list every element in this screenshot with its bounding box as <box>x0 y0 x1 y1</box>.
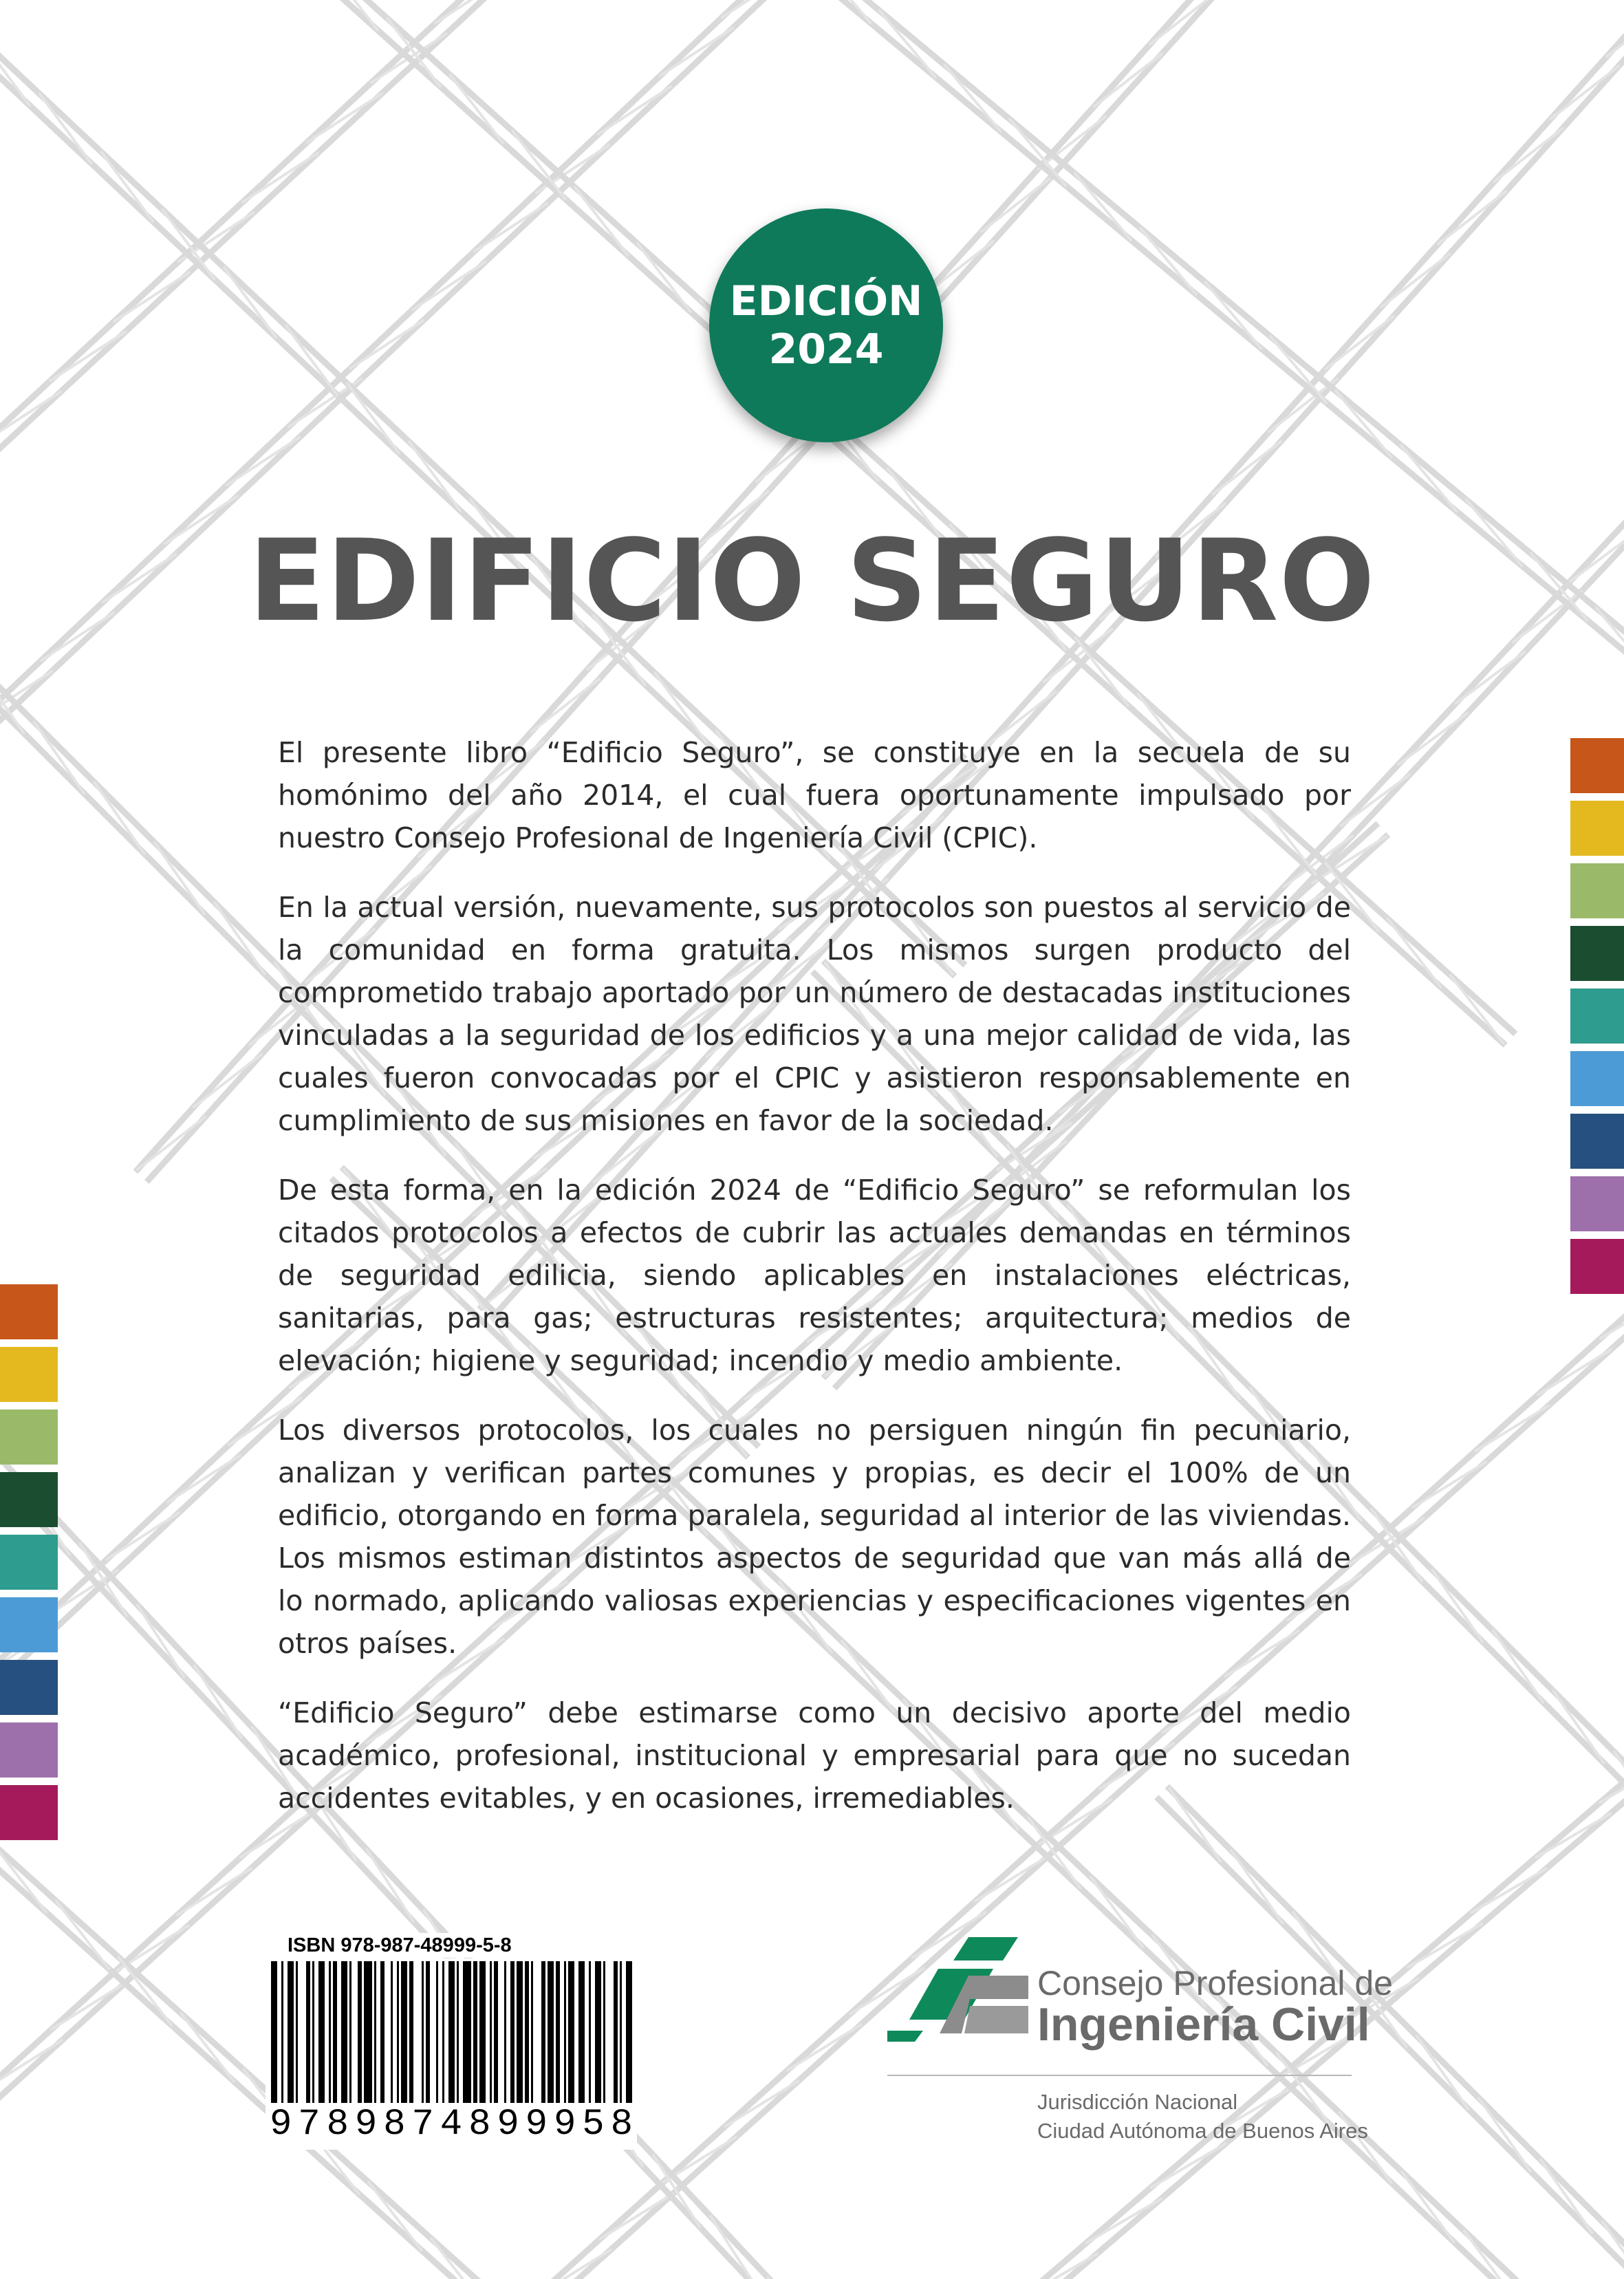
scaffold-brace <box>600 2194 673 2238</box>
barcode-bar <box>595 1961 601 2103</box>
scaffold-brace <box>307 94 382 142</box>
barcode-bar <box>473 1961 477 2103</box>
barcode-bar <box>620 1961 622 2103</box>
scaffold-brace <box>1536 1814 1610 1857</box>
barcode-digit: 5 <box>582 2104 605 2146</box>
scaffold-brace <box>1432 1570 1482 1641</box>
color-swatch-9 <box>0 1785 58 1840</box>
scaffold-brace <box>532 679 599 731</box>
scaffold-brace <box>227 438 299 485</box>
color-swatch-3 <box>0 1409 58 1465</box>
scaffold-brace <box>575 188 627 255</box>
scaffold-brace <box>56 1901 109 1969</box>
book-title: EDIFICIO SEGURO <box>248 515 1376 647</box>
scaffold-brace <box>40 94 91 163</box>
color-swatch-7 <box>1570 1114 1624 1169</box>
scaffold-brace <box>451 75 503 142</box>
cpic-logo <box>887 1937 1393 2157</box>
barcode-bar <box>306 1961 310 2103</box>
description-text <box>278 731 1351 1846</box>
barcode-digit: 4 <box>440 2104 463 2146</box>
scaffold-brace <box>1398 713 1466 764</box>
barcode-bar <box>448 1961 455 2121</box>
scaffold-brace <box>1231 1850 1282 1923</box>
barcode-digit: 8 <box>326 2104 349 2146</box>
scaffold-brace <box>367 1850 413 1921</box>
scaffold-brace <box>726 2081 799 2126</box>
scaffold-brace <box>224 268 275 336</box>
scaffold-brace <box>1417 2036 1468 2109</box>
color-swatch-2 <box>1570 801 1624 856</box>
scaffold-brace <box>598 87 671 134</box>
barcode-digit: 9 <box>354 2104 378 2146</box>
barcode-bar <box>318 1961 325 2103</box>
edition-badge-year: 2024 <box>768 325 884 374</box>
color-swatch-5 <box>0 1535 58 1590</box>
scaffold-brace <box>975 1856 1048 1901</box>
jurisdiction-line2: Ciudad Autónoma de Buenos Aires <box>1037 2119 1368 2143</box>
barcode-bar <box>329 1961 331 2103</box>
scaffold-brace <box>182 2013 234 2081</box>
barcode-digit: 8 <box>468 2104 491 2146</box>
color-swatch-6 <box>0 1597 58 1652</box>
scaffold-brace <box>168 1456 239 1502</box>
paragraph-1: El presente libro “Edificio Seguro”, se constituye en la secuela de su homónimo del año 2014, el cual fuera oportunamente impulsado por nuestro Consejo Profesional de Ingeniería Civil (CPIC). <box>278 736 1351 854</box>
barcode-digit: 9 <box>270 2104 292 2146</box>
color-swatch-1 <box>1570 738 1624 793</box>
scaffold-brace <box>1408 1924 1482 1967</box>
barcode-bar <box>603 1961 605 2103</box>
scaffold-brace <box>660 28 733 76</box>
scaffold-brace <box>1388 919 1440 986</box>
color-swatch-4 <box>0 1472 58 1527</box>
barcode-bar <box>296 1961 298 2103</box>
logo-divider <box>887 2075 1352 2076</box>
scaffold-brace <box>52 1983 124 2029</box>
scaffold-brace <box>1091 1877 1143 1947</box>
barcode-bar <box>504 1961 506 2103</box>
scaffold-brace <box>1213 442 1281 494</box>
color-swatch-5 <box>1570 989 1624 1044</box>
scaffold-brace <box>1094 54 1162 106</box>
barcode-bar <box>364 1961 372 2103</box>
scaffold-brace <box>1087 2199 1161 2243</box>
scaffold-brace <box>243 153 317 202</box>
isbn-barcode <box>266 1958 637 2150</box>
edition-badge <box>709 208 943 442</box>
color-swatch-7 <box>0 1660 58 1715</box>
scaffold-brace <box>1325 316 1393 369</box>
scaffold-brace <box>1438 191 1506 244</box>
scaffold-brace <box>115 272 189 321</box>
barcode-bar <box>531 1961 533 2103</box>
scaffold-brace <box>194 1055 261 1107</box>
barcode-bar <box>463 1961 471 2103</box>
color-swatch-3 <box>1570 863 1624 918</box>
barcode-bar <box>614 1961 618 2103</box>
scaffold-brace <box>1451 975 1503 1043</box>
barcode-digit: 9 <box>525 2104 548 2146</box>
color-strip-right <box>1570 738 1624 1301</box>
barcode-digit: 9 <box>553 2104 576 2146</box>
scaffold-brace <box>155 843 204 914</box>
scaffold-brace <box>1341 775 1409 825</box>
barcode-bar <box>556 1961 560 2103</box>
scaffold-brace <box>945 65 1001 131</box>
scaffold-brace <box>286 326 337 395</box>
scaffold-brace <box>1456 652 1524 703</box>
barcode-bar <box>510 1961 515 2103</box>
barcode-bar <box>422 1961 424 2103</box>
scaffold-brace <box>1475 1406 1548 1451</box>
scaffold-brace <box>138 1117 205 1169</box>
barcode-bar <box>281 1961 283 2121</box>
scaffold-brace <box>788 2025 860 2070</box>
scaffold-brace <box>1038 116 1105 169</box>
scaffold-brace <box>638 244 690 312</box>
barcode-bar <box>341 1961 347 2103</box>
scaffold-brace <box>195 1666 241 1738</box>
barcode-bar <box>409 1961 413 2103</box>
barcode-bar <box>288 1961 294 2103</box>
scaffold-brace <box>34 722 84 793</box>
barcode-digit: 8 <box>383 2104 406 2146</box>
barcode-bar <box>358 1961 362 2103</box>
scaffold-brace <box>1075 174 1131 240</box>
paragraph-5: “Edificio Seguro” debe estimarse como un decisivo aporte del medio académico, profesional, institucional y empresarial para que no sucedan accidentes evitables, y en ocasiones, irremediables. <box>278 1696 1351 1815</box>
barcode-bar <box>312 1961 314 2103</box>
scaffold-brace <box>1607 4 1624 56</box>
barcode-digit: 8 <box>610 2104 633 2146</box>
jurisdiction-line1: Jurisdicción Nacional <box>1037 2090 1238 2114</box>
scaffold-brace <box>1472 1869 1546 1912</box>
color-swatch-1 <box>0 1284 58 1339</box>
color-swatch-2 <box>0 1347 58 1402</box>
barcode-digit: 9 <box>497 2104 519 2146</box>
cpic-logo-mark <box>887 1937 1028 2054</box>
scaffold-brace <box>1414 1462 1486 1506</box>
scaffold-brace <box>50 332 124 381</box>
scaffold-brace <box>101 152 152 221</box>
barcode-bar <box>436 1961 438 2103</box>
scaffold-brace <box>1541 2160 1592 2233</box>
barcode-bar <box>490 1961 492 2103</box>
scaffold-brace <box>409 442 460 510</box>
barcode-bar <box>457 1961 459 2103</box>
scaffold-brace <box>1402 2172 1453 2242</box>
barcode-bar <box>517 1961 523 2103</box>
scaffold-brace <box>347 384 398 453</box>
barcode-bar <box>479 1961 486 2103</box>
barcode-bar <box>548 1961 554 2103</box>
scaffold-brace <box>1336 391 1392 457</box>
scaffold-brace <box>351 321 423 368</box>
barcode-digits <box>266 2103 637 2147</box>
scaffold-brace <box>215 903 265 974</box>
scaffold-brace <box>982 179 1049 231</box>
cpic-name-line2: Ingeniería Civil <box>1037 1998 1370 2051</box>
scaffold-brace <box>95 783 144 854</box>
barcode-bar <box>494 1961 498 2103</box>
isbn-label: ISBN 978-987-48999-5-8 <box>285 1933 515 1958</box>
barcode-bar <box>397 1961 399 2103</box>
color-swatch-6 <box>1570 1051 1624 1106</box>
scaffold-brace <box>413 262 485 310</box>
barcode-bar <box>426 1961 430 2103</box>
barcode-bar <box>271 1961 277 2121</box>
barcode-bar <box>380 1961 385 2103</box>
paragraph-3: De esta forma, en la edición 2024 de “Edificio Seguro” se reformulan los citados protocolos a efectos de cubrir las actuales demandas en términos de seguridad edilicia, siendo aplicables en instalaciones eléctricas, sanitarias, para gas; estructuras resistentes; arquitectura; medios de elevación; higiene y seguridad; incendio y medio ambiente. <box>278 1174 1351 1377</box>
color-swatch-8 <box>0 1722 58 1778</box>
scaffold-brace <box>369 2183 421 2250</box>
barcode-bar <box>564 1961 566 2103</box>
cpic-name-line1: Consejo Profesional de <box>1037 1964 1393 2002</box>
barcode-bar <box>568 1961 574 2103</box>
barcode-bar <box>391 1961 393 2103</box>
scaffold-brace <box>1538 1350 1611 1394</box>
scaffold-brace <box>177 1868 250 1914</box>
scaffold-brace <box>1401 445 1457 511</box>
color-swatch-4 <box>1570 926 1624 981</box>
barcode-bar <box>349 1961 351 2103</box>
scaffold-brace <box>1493 1631 1544 1703</box>
scaffold-brace <box>1554 1692 1604 1763</box>
scaffold-brace <box>1140 228 1196 294</box>
edition-badge-label: EDICIÓN <box>729 277 923 325</box>
scaffold-brace <box>1479 2098 1530 2171</box>
barcode-bar <box>333 1961 337 2103</box>
scaffold-brace <box>1206 283 1262 349</box>
scaffold-brace <box>1382 254 1449 306</box>
paragraph-4: Los diversos protocolos, los cuales no persiguen ningún fin pecuniario, analizan y verifican partes comunes y propias, es decir el 100% de un edificio, otorgando en forma paralela, seguridad al interior de las viviendas. Los mismos estiman distintos aspectos de seguridad que van más allá de lo normado, aplicando valiosas experiencias y especificaciones vigentes en otros países. <box>278 1414 1351 1660</box>
scaffold-brace <box>1270 336 1326 402</box>
scaffold-brace <box>1495 129 1562 181</box>
barcode-bar <box>442 1961 444 2103</box>
color-strip-left <box>0 1284 58 1848</box>
barcode-bar <box>525 1961 529 2103</box>
paragraph-2: En la actual versión, nuevamente, sus protocolos son puestos al servicio de la comunidad en forma gratuita. Los mismos surgen producto del comprometido trabajo aportado por un número de destacadas instituciones vinculadas a la seguridad de los edificios y a una mejor calidad de vida, las cuales fueron convocadas por el CPIC y asistieron responsablemente en cumplimiento de sus misiones en favor de la sociedad. <box>278 891 1351 1137</box>
barcode-bar <box>401 1961 407 2103</box>
scaffold-brace <box>1551 67 1618 119</box>
barcode-bar <box>541 1961 545 2103</box>
scaffold-brace <box>107 1513 179 1559</box>
scaffold-brace <box>475 204 547 251</box>
barcode-bar <box>626 1961 632 2121</box>
barcode-bar <box>578 1961 585 2103</box>
color-swatch-8 <box>1570 1176 1624 1231</box>
color-swatch-9 <box>1570 1239 1624 1294</box>
barcode-bar <box>374 1961 376 2103</box>
barcode-digit: 7 <box>298 2104 321 2146</box>
barcode-digit: 7 <box>411 2104 434 2146</box>
barcode-bar <box>589 1961 591 2103</box>
scaffold-brace <box>138 1605 184 1676</box>
scaffold-brace <box>880 11 935 77</box>
